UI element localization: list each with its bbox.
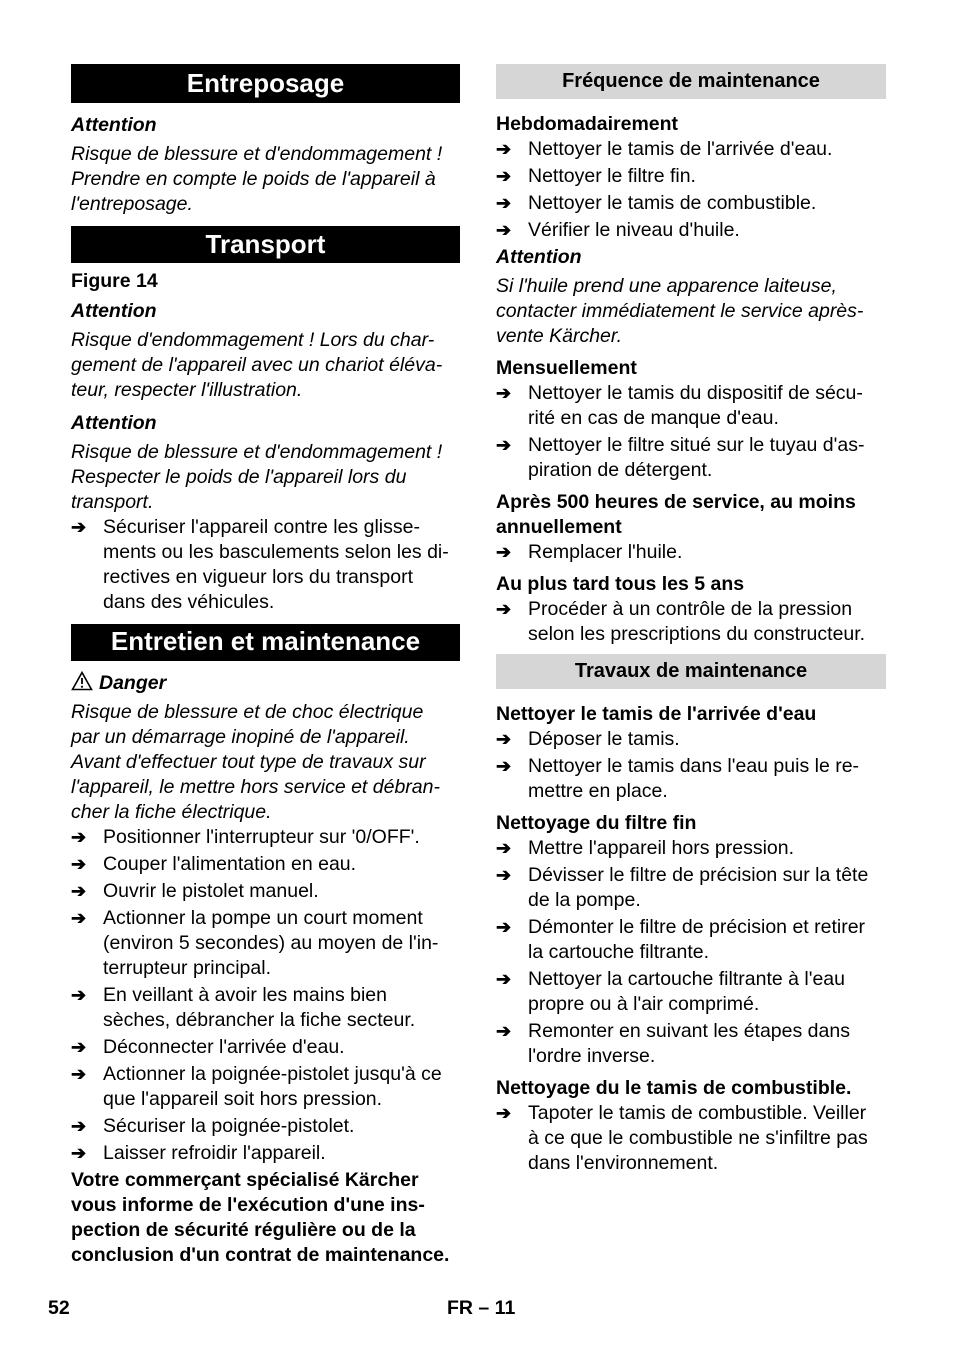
arrow-right-icon: ➔ bbox=[496, 166, 512, 186]
step-item bbox=[71, 1114, 460, 1139]
inlet-label: Nettoyer le tamis de l'arrivée d'eau bbox=[496, 703, 817, 725]
maintenance-steps bbox=[71, 825, 460, 1166]
arrow-right-icon: ➔ bbox=[71, 908, 87, 928]
arrow-right-icon: ➔ bbox=[496, 756, 512, 776]
step-item bbox=[71, 1141, 460, 1166]
step-item bbox=[71, 825, 460, 850]
step-item bbox=[71, 906, 460, 981]
step-item bbox=[71, 983, 460, 1033]
step-text: Sécuriser la poignée-pistolet. bbox=[103, 1115, 355, 1137]
step-item bbox=[71, 515, 460, 615]
step-item bbox=[496, 191, 886, 216]
step-text: Actionner la pompe un court moment (environ 5 secondes) au moyen de l'in- terrupteur principal. bbox=[103, 907, 439, 979]
step-item bbox=[496, 727, 886, 752]
arrow-right-icon: ➔ bbox=[71, 517, 87, 537]
arrow-right-icon: ➔ bbox=[496, 139, 512, 159]
arrow-right-icon: ➔ bbox=[496, 193, 512, 213]
step-item bbox=[496, 1019, 886, 1069]
right-column bbox=[496, 64, 886, 1178]
step-text: Nettoyer le filtre situé sur le tuyau d'as- piration de détergent. bbox=[528, 434, 865, 481]
step-text: Nettoyer la cartouche filtrante à l'eau propre ou à l'air comprimé. bbox=[528, 968, 845, 1015]
danger-label bbox=[71, 671, 460, 696]
five-years-steps bbox=[496, 597, 886, 647]
step-item bbox=[496, 754, 886, 804]
heading-storage: Entreposage bbox=[71, 64, 460, 103]
fuel-steps bbox=[496, 1101, 886, 1176]
monthly-label: Mensuellement bbox=[496, 357, 637, 379]
arrow-right-icon: ➔ bbox=[496, 542, 512, 562]
attention-text: Risque de blessure et d'endommagement ! Respecter le poids de l'appareil lors du transport. bbox=[71, 441, 443, 513]
arrow-right-icon: ➔ bbox=[496, 729, 512, 749]
step-text: Sécuriser l'appareil contre les glisse- ments ou les basculements selon les di- rectives en vigueur lors du transport dans des véhicules. bbox=[103, 516, 449, 613]
warning-triangle-icon bbox=[71, 671, 93, 691]
arrow-right-icon: ➔ bbox=[71, 827, 87, 847]
attention-label: Attention bbox=[496, 246, 582, 268]
danger-text: Risque de blessure et de choc électrique par un démarrage inopiné de l'appareil. Avant d'effectuer tout type de travaux sur l'appareil, le mettre hors service et débran- cher la fiche électrique. bbox=[71, 701, 440, 823]
arrow-right-icon: ➔ bbox=[496, 1103, 512, 1123]
dealer-note: Votre commerçant spécialisé Kärcher vous informe de l'exécution d'une ins- pection de sécurité régulière ou de la conclusion d'un contrat de maintenance. bbox=[71, 1169, 450, 1266]
step-text: Positionner l'interrupteur sur '0/OFF'. bbox=[103, 826, 420, 848]
step-text: Couper l'alimentation en eau. bbox=[103, 853, 357, 875]
danger-label-text: Danger bbox=[99, 672, 167, 694]
step-item bbox=[496, 381, 886, 431]
attention-label: Attention bbox=[71, 412, 157, 434]
filter-label: Nettoyage du filtre fin bbox=[496, 812, 697, 834]
step-item bbox=[496, 218, 886, 243]
step-text: Nettoyer le tamis du dispositif de sécu- rité en cas de manque d'eau. bbox=[528, 382, 863, 429]
arrow-right-icon: ➔ bbox=[496, 1021, 512, 1041]
figure-reference: Figure 14 bbox=[71, 270, 158, 292]
step-text: Nettoyer le filtre fin. bbox=[528, 165, 696, 187]
arrow-right-icon: ➔ bbox=[496, 917, 512, 937]
step-item bbox=[496, 597, 886, 647]
step-text: Nettoyer le tamis de combustible. bbox=[528, 192, 817, 214]
arrow-right-icon: ➔ bbox=[496, 865, 512, 885]
attention-label: Attention bbox=[71, 300, 157, 322]
step-text: Remplacer l'huile. bbox=[528, 541, 683, 563]
section-label: FR – 11 bbox=[447, 1297, 516, 1319]
step-text: Remonter en suivant les étapes dans l'ordre inverse. bbox=[528, 1020, 850, 1067]
heading-frequency: Fréquence de maintenance bbox=[496, 64, 886, 99]
step-text: Mettre l'appareil hors pression. bbox=[528, 837, 795, 859]
step-text: Procéder à un contrôle de la pression selon les prescriptions du constructeur. bbox=[528, 598, 866, 645]
arrow-right-icon: ➔ bbox=[71, 1064, 87, 1084]
step-item bbox=[71, 1035, 460, 1060]
step-item bbox=[496, 164, 886, 189]
yearly-steps bbox=[496, 540, 886, 565]
arrow-right-icon: ➔ bbox=[71, 854, 87, 874]
step-item bbox=[496, 137, 886, 162]
arrow-right-icon: ➔ bbox=[496, 599, 512, 619]
step-item bbox=[71, 879, 460, 904]
step-item bbox=[496, 836, 886, 861]
step-item bbox=[496, 1101, 886, 1176]
arrow-right-icon: ➔ bbox=[496, 435, 512, 455]
weekly-label: Hebdomadairement bbox=[496, 113, 679, 135]
filter-steps bbox=[496, 836, 886, 1069]
attention-text: Risque de blessure et d'endommagement ! Prendre en compte le poids de l'appareil à l'entreposage. bbox=[71, 143, 443, 215]
step-text: Vérifier le niveau d'huile. bbox=[528, 219, 740, 241]
arrow-right-icon: ➔ bbox=[71, 1143, 87, 1163]
step-text: Ouvrir le pistolet manuel. bbox=[103, 880, 319, 902]
fuel-label: Nettoyage du le tamis de combustible. bbox=[496, 1077, 852, 1099]
step-text: Déposer le tamis. bbox=[528, 728, 680, 750]
attention-text: Si l'huile prend une apparence laiteuse, contacter immédiatement le service après- vente Kärcher. bbox=[496, 275, 864, 347]
heading-maintenance: Entretien et maintenance bbox=[71, 624, 460, 661]
arrow-right-icon: ➔ bbox=[71, 1116, 87, 1136]
step-item bbox=[71, 1062, 460, 1112]
attention-text: Risque d'endommagement ! Lors du char- gement de l'appareil avec un chariot éléva- teur, respecter l'illustration. bbox=[71, 329, 443, 401]
step-text: En veillant à avoir les mains bien sèches, débrancher la fiche secteur. bbox=[103, 984, 416, 1031]
step-item bbox=[71, 852, 460, 877]
arrow-right-icon: ➔ bbox=[71, 1037, 87, 1057]
left-column bbox=[71, 64, 460, 1268]
step-item bbox=[496, 433, 886, 483]
monthly-steps bbox=[496, 381, 886, 483]
step-item bbox=[496, 967, 886, 1017]
weekly-steps bbox=[496, 137, 886, 243]
heading-work: Travaux de maintenance bbox=[496, 654, 886, 689]
arrow-right-icon: ➔ bbox=[496, 383, 512, 403]
step-text: Laisser refroidir l'appareil. bbox=[103, 1142, 326, 1164]
step-text: Nettoyer le tamis dans l'eau puis le re- mettre en place. bbox=[528, 755, 860, 802]
arrow-right-icon: ➔ bbox=[71, 985, 87, 1005]
arrow-right-icon: ➔ bbox=[496, 969, 512, 989]
arrow-right-icon: ➔ bbox=[71, 881, 87, 901]
arrow-right-icon: ➔ bbox=[496, 220, 512, 240]
arrow-right-icon: ➔ bbox=[496, 838, 512, 858]
step-text: Nettoyer le tamis de l'arrivée d'eau. bbox=[528, 138, 833, 160]
transport-steps bbox=[71, 515, 460, 615]
step-text: Démonter le filtre de précision et retirer la cartouche filtrante. bbox=[528, 916, 866, 963]
step-text: Déconnecter l'arrivée d'eau. bbox=[103, 1036, 345, 1058]
five-years-label: Au plus tard tous les 5 ans bbox=[496, 573, 745, 595]
attention-label: Attention bbox=[71, 114, 157, 136]
step-item bbox=[496, 540, 886, 565]
step-text: Tapoter le tamis de combustible. Veiller à ce que le combustible ne s'infiltre pas dans l'environnement. bbox=[528, 1102, 868, 1174]
page-number: 52 bbox=[48, 1297, 70, 1319]
heading-transport: Transport bbox=[71, 226, 460, 263]
yearly-label: Après 500 heures de service, au moins annuellement bbox=[496, 491, 856, 538]
step-item bbox=[496, 863, 886, 913]
inlet-steps bbox=[496, 727, 886, 804]
step-text: Actionner la poignée-pistolet jusqu'à ce que l'appareil soit hors pression. bbox=[103, 1063, 442, 1110]
step-text: Dévisser le filtre de précision sur la tête de la pompe. bbox=[528, 864, 869, 911]
step-item bbox=[496, 915, 886, 965]
